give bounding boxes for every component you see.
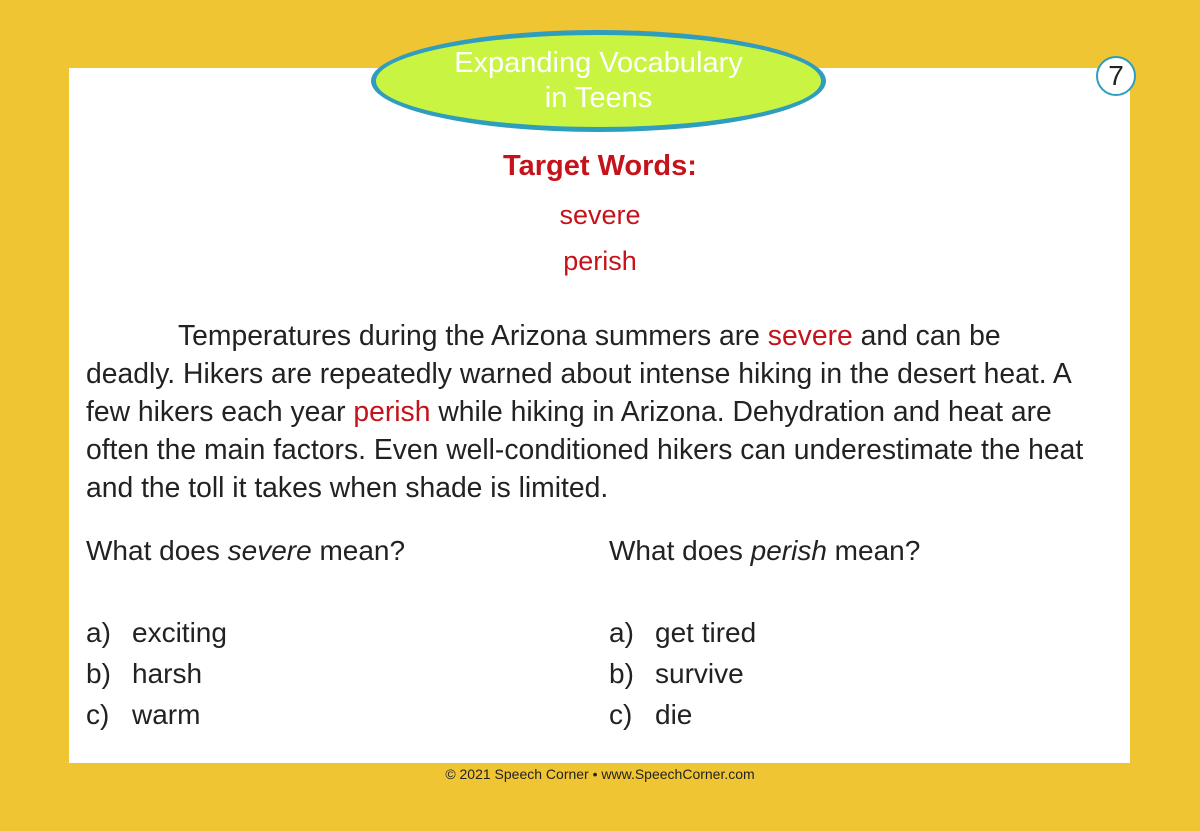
answer-options-severe bbox=[86, 612, 227, 735]
passage-text: and can be deadly. Hikers are repeatedly warned about intense hiking in the desert heat. A few hikers each year bbox=[86, 319, 1071, 427]
title-badge bbox=[371, 30, 826, 132]
option-text: exciting bbox=[132, 617, 227, 648]
title-line-1: Expanding Vocabulary bbox=[454, 47, 743, 79]
passage-text: while hiking in Arizona. Dehydration and heat are often the main factors. Even well-conditioned hikers can underestimate the heat and the toll it takes when shade is limited. bbox=[86, 395, 1084, 503]
passage-highlight-severe: severe bbox=[767, 319, 853, 351]
option-letter: c) bbox=[609, 699, 633, 730]
page-number-badge bbox=[1096, 56, 1136, 96]
option-letter: a) bbox=[609, 617, 634, 648]
option-letter: b) bbox=[609, 658, 634, 689]
passage-highlight-perish: perish bbox=[353, 395, 431, 427]
answer-option[interactable] bbox=[86, 653, 227, 694]
option-text: survive bbox=[655, 658, 744, 689]
answer-options-perish bbox=[609, 612, 756, 735]
question-perish bbox=[609, 535, 920, 567]
question-suffix: mean? bbox=[311, 535, 406, 566]
target-word-perish: perish bbox=[563, 246, 637, 276]
title-line-2: in Teens bbox=[544, 82, 653, 114]
question-prefix: What does bbox=[609, 535, 751, 566]
copyright-footer: © 2021 Speech Corner • www.SpeechCorner.com bbox=[445, 766, 755, 782]
question-severe bbox=[86, 535, 405, 567]
answer-option[interactable] bbox=[86, 694, 227, 735]
question-word: severe bbox=[227, 535, 312, 566]
reading-passage bbox=[86, 316, 1096, 506]
passage-text: Temperatures during the Arizona summers are bbox=[178, 319, 768, 351]
answer-option[interactable] bbox=[609, 694, 756, 735]
option-text: harsh bbox=[132, 658, 203, 689]
question-prefix: What does bbox=[86, 535, 228, 566]
page-number: 7 bbox=[1108, 60, 1124, 91]
answer-option[interactable] bbox=[609, 653, 756, 694]
option-letter: b) bbox=[86, 658, 111, 689]
target-words-heading: Target Words: bbox=[503, 150, 697, 182]
option-letter: a) bbox=[86, 617, 111, 648]
question-suffix: mean? bbox=[826, 535, 921, 566]
option-text: die bbox=[655, 699, 693, 730]
question-word: perish bbox=[750, 535, 827, 566]
option-letter: c) bbox=[86, 699, 110, 730]
target-word-severe: severe bbox=[559, 200, 641, 230]
option-text: get tired bbox=[655, 617, 757, 648]
answer-option[interactable] bbox=[86, 612, 227, 653]
answer-option[interactable] bbox=[609, 612, 756, 653]
option-text: warm bbox=[132, 699, 201, 730]
